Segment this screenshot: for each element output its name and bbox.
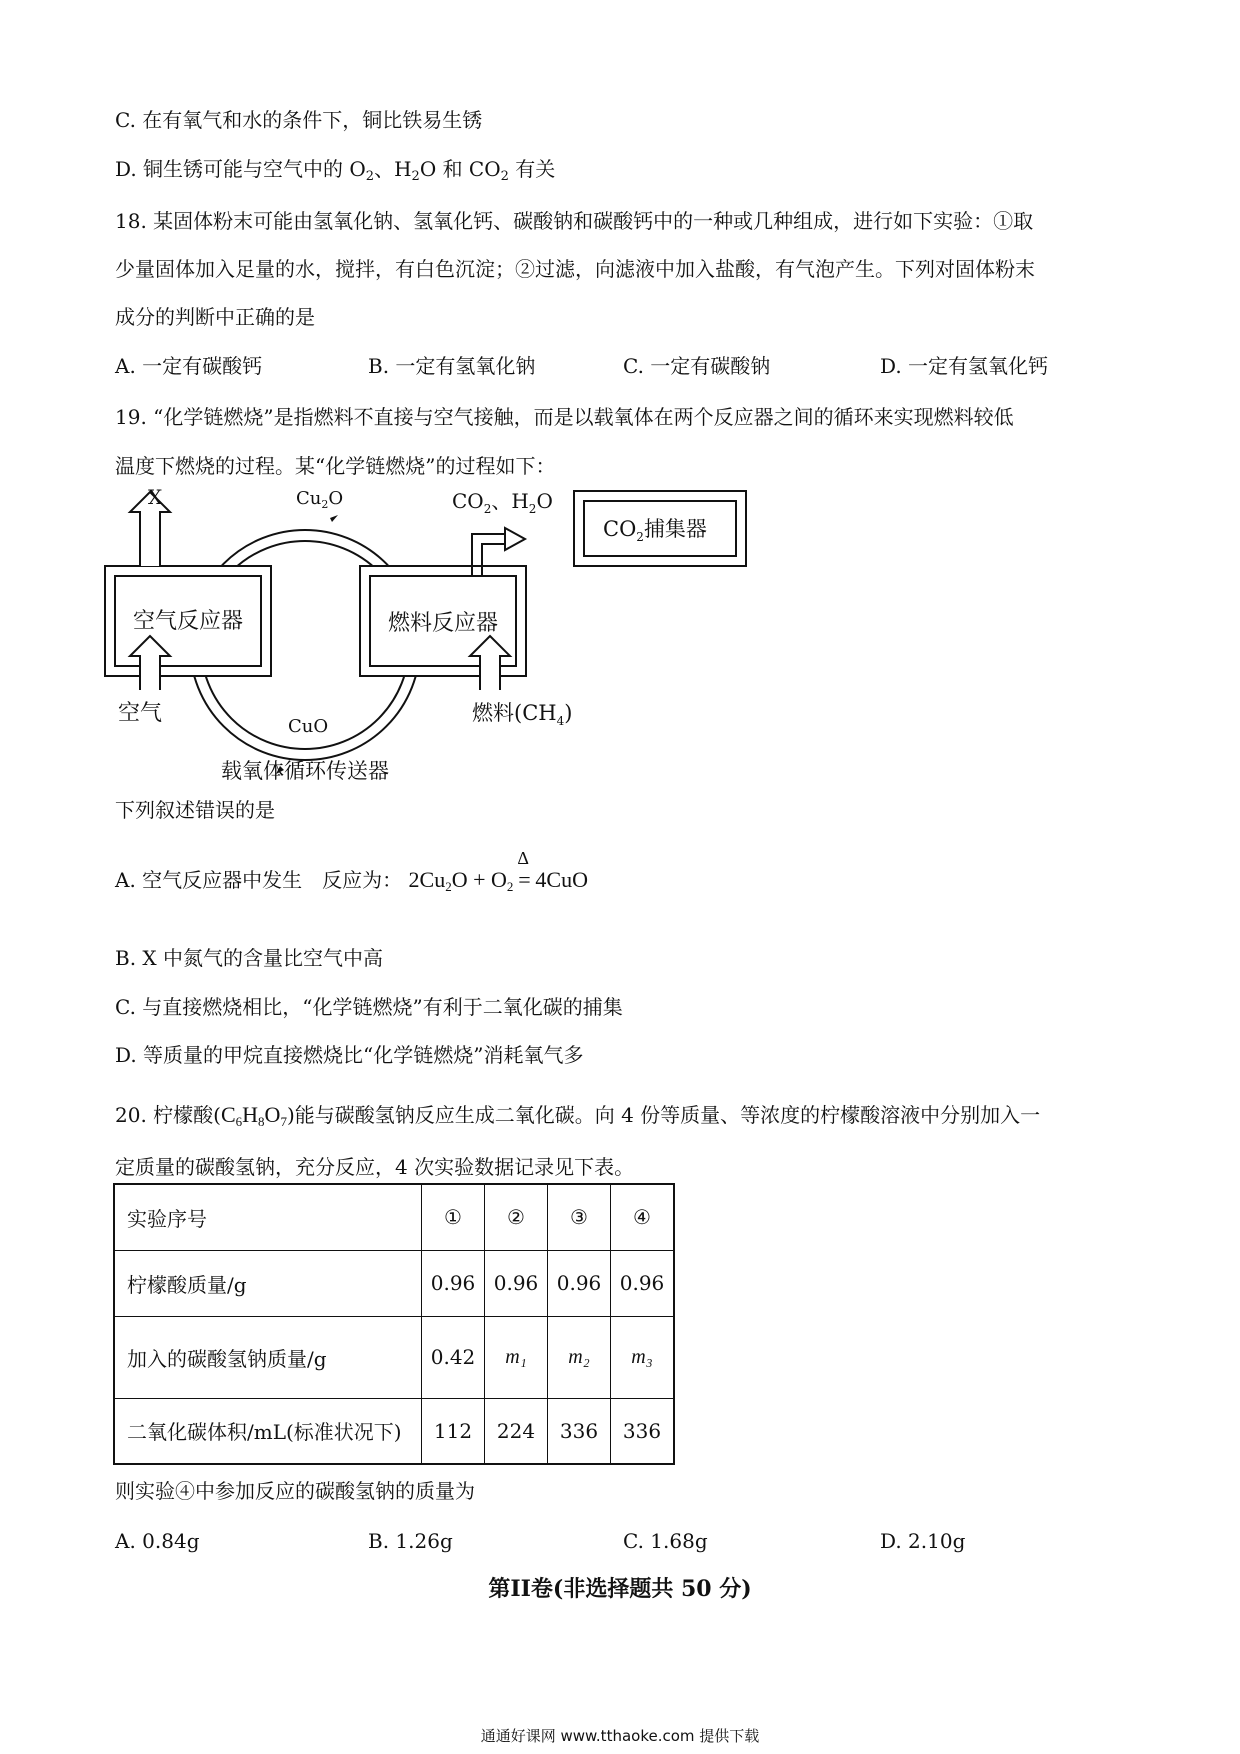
table-cell: 336 bbox=[548, 1398, 611, 1464]
table-cell: 0.96 bbox=[485, 1250, 548, 1316]
footer-watermark: 通通好课网 www.tthaoke.com 提供下载 bbox=[480, 1727, 760, 1745]
co2-capturer-label: $CO_2$捕集器 bbox=[603, 517, 707, 544]
q18-stem-line3: 成分的判断中正确的是 bbox=[115, 305, 315, 329]
q18-option-b: B. 一定有氢氧化钠 bbox=[368, 354, 536, 378]
section-title: 第II卷(非选择题共 50 分) bbox=[488, 1576, 752, 1602]
cuo-label: CuO bbox=[288, 716, 329, 737]
q19-question: 下列叙述错误的是 bbox=[115, 798, 275, 822]
air-label: 空气 bbox=[118, 701, 163, 726]
citric-acid-formula: $C_6H_8O_7$ bbox=[220, 1102, 287, 1129]
table-cell: 加入的碳酸氢钠质量/g bbox=[114, 1316, 422, 1398]
q20-option-a: A. 0.84g bbox=[115, 1529, 200, 1553]
co2-h2o-label: $CO_2$、$H_2O$ bbox=[452, 489, 553, 516]
table-cell: ③ bbox=[548, 1184, 611, 1250]
diagram-caption: 载氧体循环传送器 bbox=[221, 759, 389, 783]
q19-equation: $2Cu_2O + O_2$ Δ = 4CuO bbox=[408, 848, 588, 894]
outlet-arrowhead bbox=[505, 528, 525, 550]
q18-option-d: D. 一定有氢氧化钙 bbox=[880, 354, 1049, 378]
air-reactor-label: 空气反应器 bbox=[132, 609, 244, 634]
table-cell: 0.96 bbox=[611, 1250, 675, 1316]
q20-question: 则实验④中参加反应的碳酸氢钠的质量为 bbox=[115, 1479, 475, 1503]
table-cell: 0.96 bbox=[422, 1250, 485, 1316]
table-cell: ④ bbox=[611, 1184, 675, 1250]
fuel-label: 燃料$(CH_4)$ bbox=[472, 701, 573, 728]
table-row bbox=[114, 1398, 674, 1464]
table-row bbox=[114, 1316, 674, 1398]
fuel-reactor-label: 燃料反应器 bbox=[387, 611, 499, 636]
q19-stem-line2: 温度下燃烧的过程。某“化学链燃烧”的过程如下： bbox=[115, 454, 556, 478]
ring-arrow-top bbox=[330, 515, 338, 522]
q20-stem-line2: 定质量的碳酸氢钠，充分反应，4 次实验数据记录见下表。 bbox=[115, 1155, 635, 1179]
table-cell: 实验序号 bbox=[114, 1184, 422, 1250]
table-cell: 0.96 bbox=[548, 1250, 611, 1316]
q20-option-c: C. 1.68g bbox=[623, 1529, 708, 1553]
table-cell: 112 bbox=[422, 1398, 485, 1464]
table-cell: m₂ bbox=[548, 1316, 611, 1398]
q19-option-b: B. X 中氮气的含量比空气中高 bbox=[115, 946, 384, 970]
table-cell: 0.42 bbox=[422, 1316, 485, 1398]
chemical-looping-diagram bbox=[100, 480, 760, 792]
q20-stem-line1: 20. 柠檬酸$(C_6H_8O_7)$能与碳酸氢钠反应生成二氧化碳。向 4 份等质量、等浓度的柠檬酸溶液中分别加入一 bbox=[115, 1102, 1041, 1129]
table-cell: 柠檬酸质量/g bbox=[114, 1250, 422, 1316]
q19-option-c: C. 与直接燃烧相比，“化学链燃烧”有利于二氧化碳的捕集 bbox=[115, 995, 623, 1019]
q19-option-d: D. 等质量的甲烷直接燃烧比“化学链燃烧”消耗氧气多 bbox=[115, 1043, 584, 1067]
table-cell: m₃ bbox=[611, 1316, 675, 1398]
experiment-table bbox=[113, 1183, 675, 1465]
q20-option-d: D. 2.10g bbox=[880, 1529, 966, 1553]
q18-stem-line1: 18. 某固体粉末可能由氢氧化钠、氢氧化钙、碳酸钠和碳酸钙中的一种或几种组成，进行如下实验：①取 bbox=[115, 209, 1034, 233]
table-cell: 224 bbox=[485, 1398, 548, 1464]
q18-option-c: C. 一定有碳酸钠 bbox=[623, 354, 771, 378]
x-label: X bbox=[148, 485, 163, 509]
table-cell: ② bbox=[485, 1184, 548, 1250]
table-cell: 336 bbox=[611, 1398, 675, 1464]
q19-stem-line1: 19. “化学链燃烧”是指燃料不直接与空气接触，而是以载氧体在两个反应器之间的循环来实现燃料较低 bbox=[115, 405, 1014, 429]
q17-option-d: D. 铜生锈可能与空气中的 $O_2$、$H_2O$ 和 $CO_2$ 有关 bbox=[115, 157, 556, 184]
table-cell: ① bbox=[422, 1184, 485, 1250]
q20-option-b: B. 1.26g bbox=[368, 1529, 453, 1553]
q18-stem-line2: 少量固体加入足量的水，搅拌，有白色沉淀；②过滤，向滤液中加入盐酸，有气泡产生。下列对固体粉末 bbox=[115, 257, 1035, 281]
table-cell: 二氧化碳体积/mL(标准状况下) bbox=[114, 1398, 422, 1464]
table-row bbox=[114, 1184, 674, 1250]
q17-option-c: C. 在有氧气和水的条件下，铜比铁易生锈 bbox=[115, 108, 483, 132]
cu2o-label: $Cu_2O$ bbox=[296, 488, 344, 511]
table-row bbox=[114, 1250, 674, 1316]
table-cell: m₁ bbox=[485, 1316, 548, 1398]
q19-option-a: A. 空气反应器中发生 反应为： $2Cu_2O + O_2$ Δ = 4CuO bbox=[115, 848, 588, 894]
q18-option-a: A. 一定有碳酸钙 bbox=[115, 354, 263, 378]
